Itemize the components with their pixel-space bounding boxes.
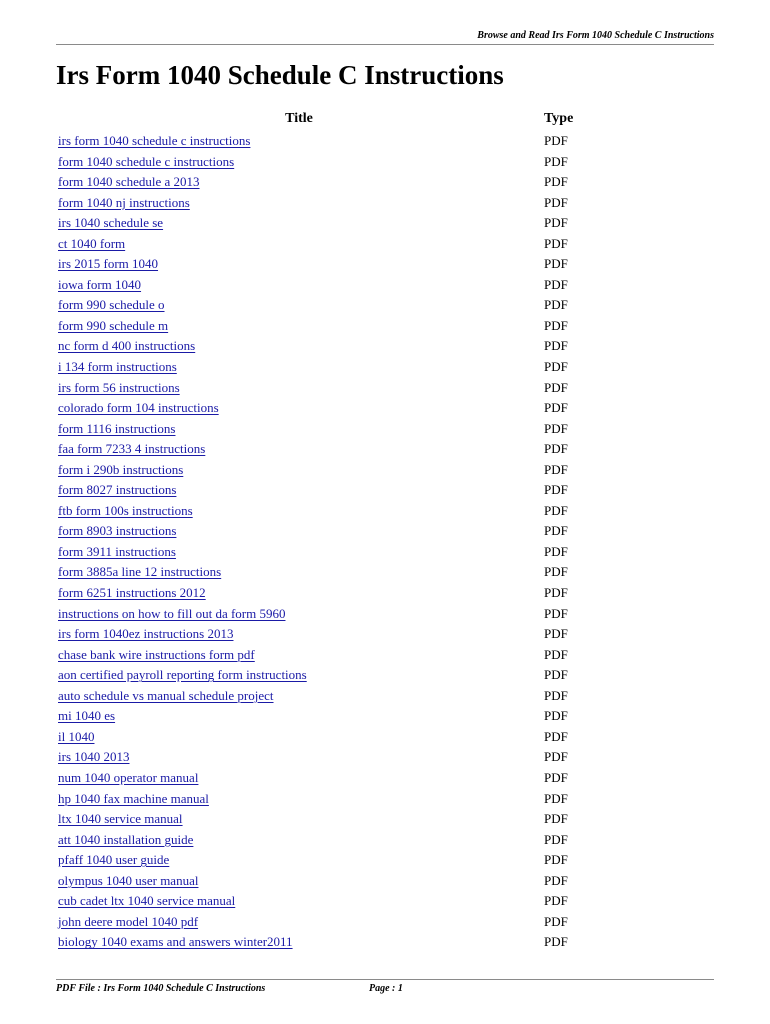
file-type-label: PDF [544, 461, 568, 477]
footer-page-number: Page : 1 [369, 983, 403, 994]
table-row [58, 419, 598, 440]
table-row [58, 747, 598, 768]
document-link[interactable]: ftb form 100s instructions [58, 502, 193, 518]
document-link[interactable]: irs form 1040 schedule c instructions [58, 133, 251, 148]
file-type-label: PDF [544, 872, 568, 888]
file-type-label: PDF [544, 256, 568, 272]
document-link[interactable]: form 8903 instructions [58, 523, 177, 539]
file-type-label: PDF [544, 646, 568, 662]
footer-divider [56, 979, 714, 980]
table-row [58, 891, 598, 912]
document-link[interactable]: form 8027 instructions [58, 482, 177, 498]
file-type-label: PDF [544, 523, 568, 539]
document-title: Irs Form 1040 Schedule C Instructions [56, 60, 504, 90]
file-type-label: PDF [544, 235, 568, 251]
file-type-label: PDF [544, 543, 568, 559]
table-body [58, 131, 598, 953]
file-type-label: PDF [544, 626, 568, 642]
table-row [58, 460, 598, 481]
table-row [58, 665, 598, 686]
file-type-label: PDF [544, 893, 568, 909]
file-type-label: PDF [544, 133, 568, 148]
table-row [58, 357, 598, 378]
table-row [58, 480, 598, 501]
file-type-label: PDF [544, 564, 568, 580]
document-link[interactable]: att 1040 installation guide [58, 831, 194, 847]
results-table [58, 111, 598, 953]
footer-file-label: PDF File : Irs Form 1040 Schedule C Instructions [56, 983, 266, 994]
file-type-label: PDF [544, 379, 568, 395]
document-link[interactable]: hp 1040 fax machine manual [58, 790, 209, 806]
file-type-label: PDF [544, 585, 568, 601]
column-header-title: Title [285, 111, 313, 126]
document-link[interactable]: cub cadet ltx 1040 service manual [58, 893, 236, 909]
document-link[interactable]: form 1116 instructions [58, 420, 176, 436]
document-link[interactable]: form 3885a line 12 instructions [58, 564, 222, 580]
document-link[interactable]: john deere model 1040 pdf [58, 913, 199, 929]
table-row [58, 172, 598, 193]
table-row [58, 234, 598, 255]
file-type-label: PDF [544, 708, 568, 724]
file-type-label: PDF [544, 153, 568, 169]
file-type-label: PDF [544, 749, 568, 765]
table-row [58, 871, 598, 892]
document-link[interactable]: ltx 1040 service manual [58, 811, 183, 827]
file-type-label: PDF [544, 831, 568, 847]
table-row [58, 316, 598, 337]
document-link[interactable]: i 134 form instructions [58, 359, 177, 375]
table-row [58, 336, 598, 357]
document-link[interactable]: irs 1040 schedule se [58, 215, 164, 231]
document-link[interactable]: il 1040 [58, 728, 95, 744]
table-row [58, 501, 598, 522]
table-row [58, 213, 598, 234]
file-type-label: PDF [544, 215, 568, 231]
file-type-label: PDF [544, 359, 568, 375]
document-link[interactable]: ct 1040 form [58, 235, 126, 251]
table-header [58, 111, 598, 131]
document-link[interactable]: irs 1040 2013 [58, 749, 130, 765]
document-link[interactable]: form i 290b instructions [58, 461, 184, 477]
table-row [58, 706, 598, 727]
document-link[interactable]: faa form 7233 4 instructions [58, 441, 206, 457]
table-row [58, 583, 598, 604]
file-type-label: PDF [544, 667, 568, 683]
document-link[interactable]: chase bank wire instructions form pdf [58, 646, 255, 662]
table-row [58, 398, 598, 419]
table-row [58, 295, 598, 316]
file-type-label: PDF [544, 482, 568, 498]
table-row [58, 131, 598, 152]
document-link[interactable]: colorado form 104 instructions [58, 400, 219, 416]
document-link[interactable]: pfaff 1040 user guide [58, 852, 170, 868]
document-link[interactable]: form 1040 nj instructions [58, 194, 190, 210]
file-type-label: PDF [544, 913, 568, 929]
document-link[interactable]: iowa form 1040 [58, 276, 142, 292]
table-row [58, 562, 598, 583]
table-row [58, 542, 598, 563]
table-row [58, 686, 598, 707]
file-type-label: PDF [544, 852, 568, 868]
table-row [58, 439, 598, 460]
table-row [58, 768, 598, 789]
document-link[interactable]: form 3911 instructions [58, 543, 176, 559]
table-row [58, 809, 598, 830]
document-link[interactable]: biology 1040 exams and answers winter2011 [58, 934, 293, 950]
table-row [58, 604, 598, 625]
table-row [58, 912, 598, 933]
table-row [58, 932, 598, 953]
table-row [58, 789, 598, 810]
table-row [58, 727, 598, 748]
document-link[interactable]: irs form 1040ez instructions 2013 [58, 626, 234, 642]
document-link[interactable]: form 990 schedule m [58, 317, 169, 333]
table-row [58, 624, 598, 645]
file-type-label: PDF [544, 194, 568, 210]
file-type-label: PDF [544, 769, 568, 785]
table-row [58, 254, 598, 275]
document-link[interactable]: instructions on how to fill out da form 5960 [58, 605, 286, 621]
file-type-label: PDF [544, 934, 568, 950]
table-row [58, 275, 598, 296]
table-row [58, 521, 598, 542]
document-link[interactable]: auto schedule vs manual schedule project [58, 687, 274, 703]
table-row [58, 152, 598, 173]
file-type-label: PDF [544, 317, 568, 333]
file-type-label: PDF [544, 338, 568, 354]
table-row [58, 850, 598, 871]
column-header-type: Type [544, 111, 574, 126]
document-link[interactable]: irs 2015 form 1040 [58, 256, 159, 272]
document-link[interactable]: form 1040 schedule a 2013 [58, 174, 200, 190]
file-type-label: PDF [544, 502, 568, 518]
file-type-label: PDF [544, 297, 568, 313]
file-type-label: PDF [544, 605, 568, 621]
document-link[interactable]: irs form 56 instructions [58, 379, 180, 395]
document-link[interactable]: mi 1040 es [58, 708, 116, 724]
file-type-label: PDF [544, 400, 568, 416]
table-row [58, 645, 598, 666]
document-link[interactable]: form 990 schedule o [58, 297, 165, 313]
header-divider [56, 44, 714, 45]
table-row [58, 378, 598, 399]
file-type-label: PDF [544, 420, 568, 436]
file-type-label: PDF [544, 811, 568, 827]
running-header: Browse and Read Irs Form 1040 Schedule C Instructions [477, 30, 714, 41]
file-type-label: PDF [544, 687, 568, 703]
document-link[interactable]: form 6251 instructions 2012 [58, 585, 206, 601]
document-link[interactable]: nc form d 400 instructions [58, 338, 196, 354]
file-type-label: PDF [544, 728, 568, 744]
document-link[interactable]: num 1040 operator manual [58, 769, 199, 785]
document-link[interactable]: aon certified payroll reporting form instructions [58, 667, 307, 683]
file-type-label: PDF [544, 790, 568, 806]
file-type-label: PDF [544, 441, 568, 457]
document-link[interactable]: olympus 1040 user manual [58, 872, 199, 888]
file-type-label: PDF [544, 174, 568, 190]
table-row [58, 193, 598, 214]
file-type-label: PDF [544, 276, 568, 292]
document-link[interactable]: form 1040 schedule c instructions [58, 153, 235, 169]
table-row [58, 830, 598, 851]
